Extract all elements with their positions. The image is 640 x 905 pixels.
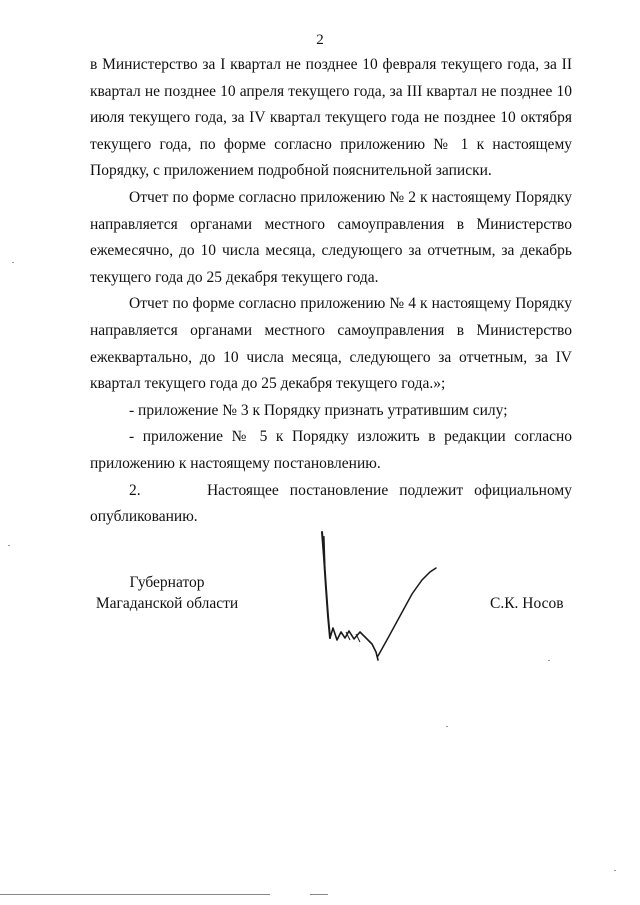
governor-name: С.К. Носов: [490, 595, 564, 612]
page-number: 2: [316, 32, 324, 48]
scan-speck: [548, 660, 550, 661]
paragraph-quarterly-deadlines: в Министерство за I квартал не позднее 10 февраля текущего года, за II квартал не позднее 10 апреля текущего года, за III квартал не позднее 10 июля текущего года, за IV квартал текущего года не позднее 10 октября текущего года, по форме согласно приложению № 1 к настоящему Порядку, с приложением подробной пояснительной записки.: [90, 56, 572, 180]
list-item-annex-5: - приложение № 5 к Порядку изложить в редакции согласно приложению к настоящему постановлению.: [90, 428, 572, 472]
scan-speck: [614, 870, 616, 871]
list-item-annex-3: - приложение № 3 к Порядку признать утратившим силу;: [129, 401, 508, 419]
governor-title-line1: Губернатор: [129, 574, 205, 591]
scan-speck: [446, 726, 448, 727]
governor-title-line2: Магаданской области: [95, 595, 239, 612]
paragraph-monthly-report: Отчет по форме согласно приложению № 2 к настоящему Порядку направляется органами местного самоуправления в Министерство ежемесячно, до 10 числа месяца, следующего за отчетным, за декабрь текущего года до 25 декабря текущего года.: [90, 188, 572, 286]
bottom-rule-right: [310, 894, 328, 895]
governor-title: [92, 572, 242, 614]
handwritten-signature-icon: [316, 528, 446, 663]
bottom-rule-left: [0, 894, 270, 895]
paragraph-quarterly-report: Отчет по форме согласно приложению № 4 к настоящему Порядку направляется органами местного самоуправления в Министерство ежеквартально, до 10 числа месяца, следующего за отчетным, за IV квартал текущего года до 25 декабря текущего года.»;: [90, 295, 572, 393]
document-body: [90, 52, 572, 531]
scan-speck: [12, 262, 14, 263]
scan-speck: [8, 545, 10, 546]
paragraph-publication: 2. Настоящее постановление подлежит официальному опубликованию.: [90, 481, 572, 526]
